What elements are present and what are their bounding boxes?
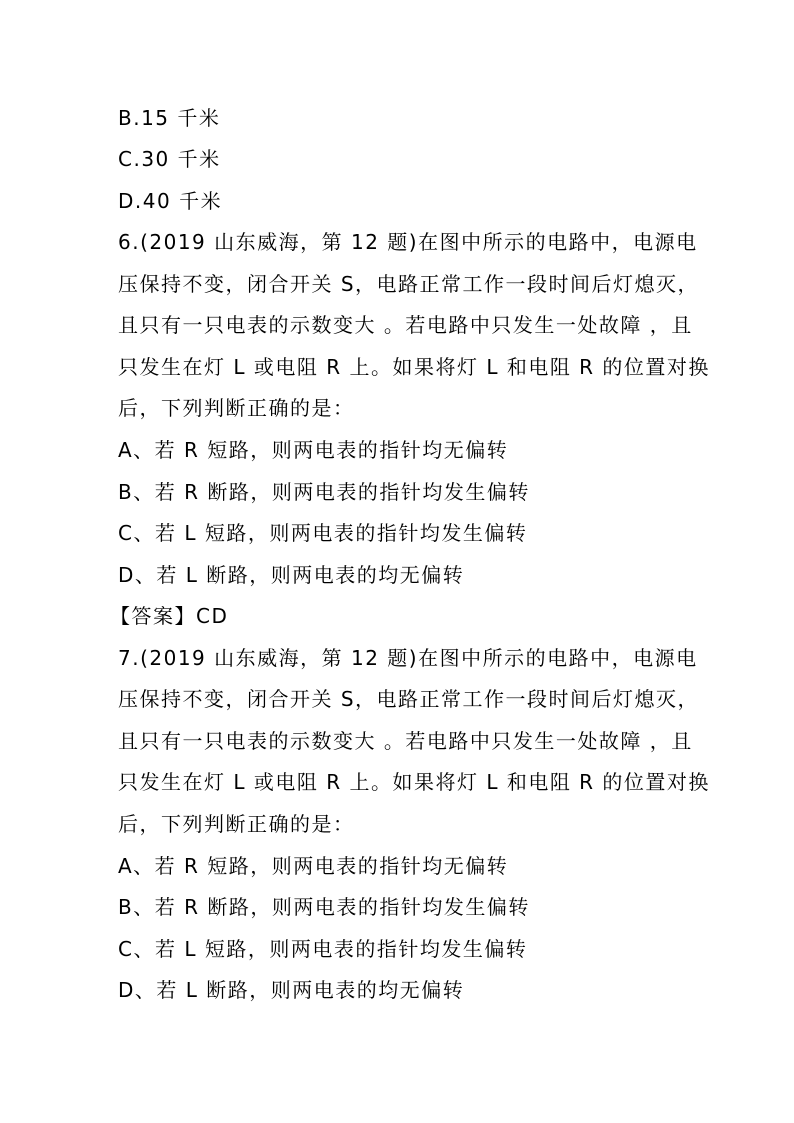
question-6-option-b: B、若 R 断路，则两电表的指针均发生偏转 <box>118 480 530 504</box>
question-7-line-2: 压保持不变，闭合开关 S，电路正常工作一段时间后灯熄灭， <box>118 687 700 711</box>
question-7-line-3: 且只有一只电表的示数变大 。若电路中只发生一处故障 ，且 <box>118 729 693 753</box>
question-7-option-c: C、若 L 短路，则两电表的指针均发生偏转 <box>118 937 528 961</box>
question-6-option-a: A、若 R 短路，则两电表的指针均无偏转 <box>118 438 509 462</box>
question-7-line-1: 7.(2019 山东威海，第 12 题)在图中所示的电路中，电源电 <box>118 646 698 670</box>
option-b-prev: B.15 千米 <box>118 106 221 130</box>
question-6-line-3: 且只有一只电表的示数变大 。若电路中只发生一处故障 ，且 <box>118 313 693 337</box>
question-6-line-5: 后，下列判断正确的是： <box>118 396 355 420</box>
question-6-line-1: 6.(2019 山东威海，第 12 题)在图中所示的电路中，电源电 <box>118 230 698 254</box>
question-7-line-4: 只发生在灯 L 或电阻 R 上。如果将灯 L 和电阻 R 的位置对换 <box>118 770 710 794</box>
question-6-option-d: D、若 L 断路，则两电表的均无偏转 <box>118 563 465 587</box>
option-c-prev: C.30 千米 <box>118 147 221 171</box>
option-d-prev: D.40 千米 <box>118 189 223 213</box>
question-6-option-c: C、若 L 短路，则两电表的指针均发生偏转 <box>118 521 528 545</box>
question-6-line-2: 压保持不变，闭合开关 S，电路正常工作一段时间后灯熄灭， <box>118 272 700 296</box>
question-6-line-4: 只发生在灯 L 或电阻 R 上。如果将灯 L 和电阻 R 的位置对换 <box>118 355 710 379</box>
question-7-line-5: 后，下列判断正确的是： <box>118 812 355 836</box>
question-7-option-d: D、若 L 断路，则两电表的均无偏转 <box>118 978 465 1002</box>
question-7-option-a: A、若 R 短路，则两电表的指针均无偏转 <box>118 854 509 878</box>
question-6-answer: 【答案】CD <box>110 604 229 628</box>
question-7-option-b: B、若 R 断路，则两电表的指针均发生偏转 <box>118 895 530 919</box>
